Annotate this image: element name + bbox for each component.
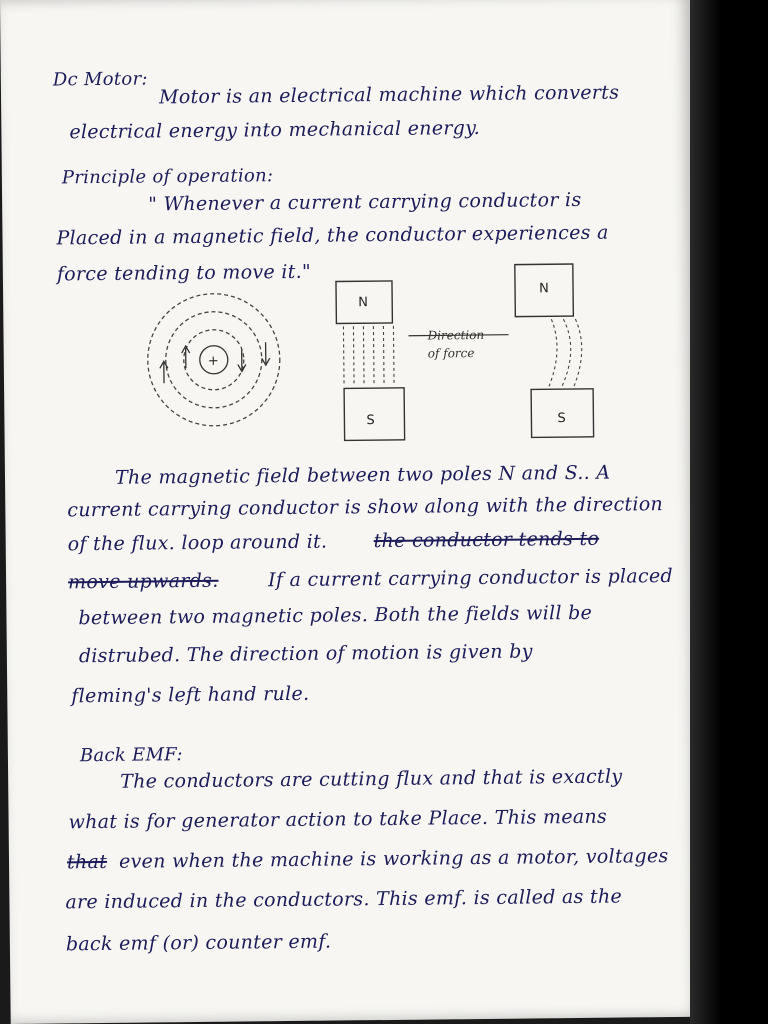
dark-background-edge: [690, 0, 768, 1024]
north-label-left: N: [358, 295, 369, 311]
explanation-line-1: The magnetic field between two poles N and S.. A: [114, 461, 611, 489]
principle-quote-line-1: " Whenever a current carrying conductor is: [148, 188, 582, 216]
principle-heading: Principle of operation:: [61, 165, 274, 189]
north-label-right: N: [538, 281, 549, 297]
definition-line-2: electrical energy into mechanical energy.: [69, 116, 481, 144]
principle-quote-line-3: force tending to move it.": [56, 260, 312, 286]
field-lines-left: [343, 326, 394, 387]
back-emf-line-5: back emf (or) counter emf.: [65, 930, 332, 956]
direction-label-2: of force: [427, 346, 475, 361]
explanation-line-4b: If a current carrying conductor is placed: [267, 564, 674, 592]
back-emf-line-3a-struck: that: [66, 850, 108, 874]
explanation-line-3b-struck: the conductor tends to: [373, 527, 600, 553]
explanation-line-2: current carrying conductor is show along with the direction: [67, 493, 664, 522]
explanation-line-7: fleming's left hand rule.: [71, 682, 310, 708]
south-label-left: S: [366, 413, 375, 429]
explanation-line-4a-struck: move upwards.: [67, 569, 219, 594]
principle-quote-line-2: Placed in a magnetic field, the conductor experiences a: [56, 221, 609, 250]
conductor-symbol: +: [207, 353, 219, 369]
south-label-right: S: [557, 411, 566, 427]
back-emf-line-1: The conductors are cutting flux and that is exactly: [120, 765, 623, 793]
explanation-line-5: between two magnetic poles. Both the fields will be: [78, 601, 593, 630]
back-emf-line-3b: even when the machine is working as a motor, voltages: [118, 845, 669, 873]
back-emf-heading: Back EMF:: [79, 744, 183, 767]
field-lines-right: [548, 319, 582, 386]
direction-label-1: Direction: [427, 327, 485, 343]
explanation-line-3a: of the flux. loop around it.: [67, 530, 328, 556]
definition-line-1: Motor is an electrical machine which converts: [158, 81, 620, 109]
back-emf-line-2: what is for generator action to take Place. This means: [68, 805, 608, 834]
back-emf-line-4: are induced in the conductors. This emf. is called as the: [65, 885, 623, 914]
title: Dc Motor:: [52, 68, 148, 91]
motor-principle-diagram: [0, 0, 695, 460]
explanation-line-6: distrubed. The direction of motion is given by: [78, 640, 533, 668]
